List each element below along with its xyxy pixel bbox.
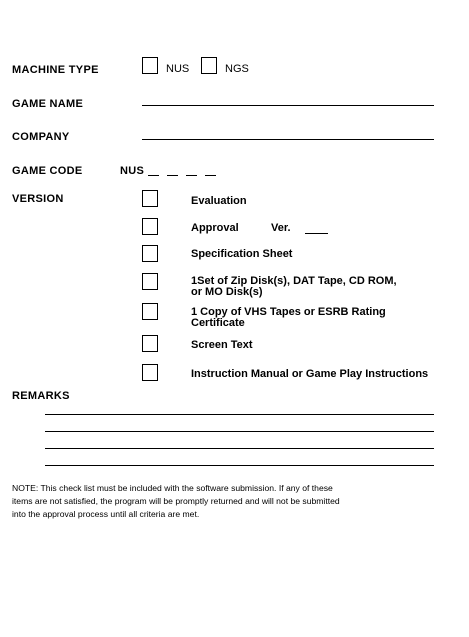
remarks-label: REMARKS — [12, 390, 70, 402]
disk-media-label-line1: 1Set of Zip Disk(s), DAT Tape, CD ROM, — [191, 275, 397, 287]
screen-text-checkbox[interactable] — [142, 335, 158, 352]
approval-label: Approval — [191, 222, 239, 234]
game-code-label: GAME CODE — [12, 165, 83, 177]
company-line[interactable] — [142, 139, 434, 140]
game-code-blank-1[interactable] — [148, 175, 159, 176]
note-line-1: NOTE: This check list must be included with the software submission. If any of these — [12, 483, 333, 493]
note-line-3: into the approval process until all criteria are met. — [12, 509, 200, 519]
submission-note — [12, 482, 457, 521]
vhs-esrb-label — [191, 307, 386, 329]
version-label: VERSION — [12, 193, 64, 205]
screen-text-label: Screen Text — [191, 339, 253, 351]
game-name-line[interactable] — [142, 105, 434, 106]
vhs-esrb-label-line1: 1 Copy of VHS Tapes or ESRB Rating — [191, 306, 386, 318]
remarks-line-1[interactable] — [45, 414, 434, 415]
nus-option-label: NUS — [166, 63, 190, 75]
remarks-line-4[interactable] — [45, 465, 434, 466]
version-number-line[interactable] — [305, 233, 328, 234]
game-code-prefix: NUS — [120, 165, 145, 177]
disk-media-label-line2: or MO Disk(s) — [191, 286, 263, 298]
specification-sheet-checkbox[interactable] — [142, 245, 158, 262]
disk-media-label — [191, 276, 397, 298]
disk-media-checkbox[interactable] — [142, 273, 158, 290]
game-code-blank-2[interactable] — [167, 175, 178, 176]
ngs-option-label: NGS — [225, 63, 249, 75]
instruction-manual-label: Instruction Manual or Game Play Instructions — [191, 368, 429, 380]
evaluation-checkbox[interactable] — [142, 190, 158, 207]
game-name-label: GAME NAME — [12, 98, 84, 110]
remarks-line-2[interactable] — [45, 431, 434, 432]
evaluation-label: Evaluation — [191, 195, 247, 207]
ngs-checkbox[interactable] — [201, 57, 217, 74]
instruction-manual-checkbox[interactable] — [142, 364, 158, 381]
game-code-blank-4[interactable] — [205, 175, 216, 176]
vhs-esrb-checkbox[interactable] — [142, 303, 158, 320]
note-line-2: items are not satisfied, the program will be promptly returned and will not be submitted — [12, 496, 340, 506]
approval-checkbox[interactable] — [142, 218, 158, 235]
company-label: COMPANY — [12, 131, 70, 143]
machine-type-label: MACHINE TYPE — [12, 64, 99, 76]
version-number-label: Ver. — [271, 222, 291, 234]
remarks-line-3[interactable] — [45, 448, 434, 449]
game-code-blank-3[interactable] — [186, 175, 197, 176]
nus-checkbox[interactable] — [142, 57, 158, 74]
vhs-esrb-label-line2: Certificate — [191, 317, 245, 329]
specification-sheet-label: Specification Sheet — [191, 248, 293, 260]
